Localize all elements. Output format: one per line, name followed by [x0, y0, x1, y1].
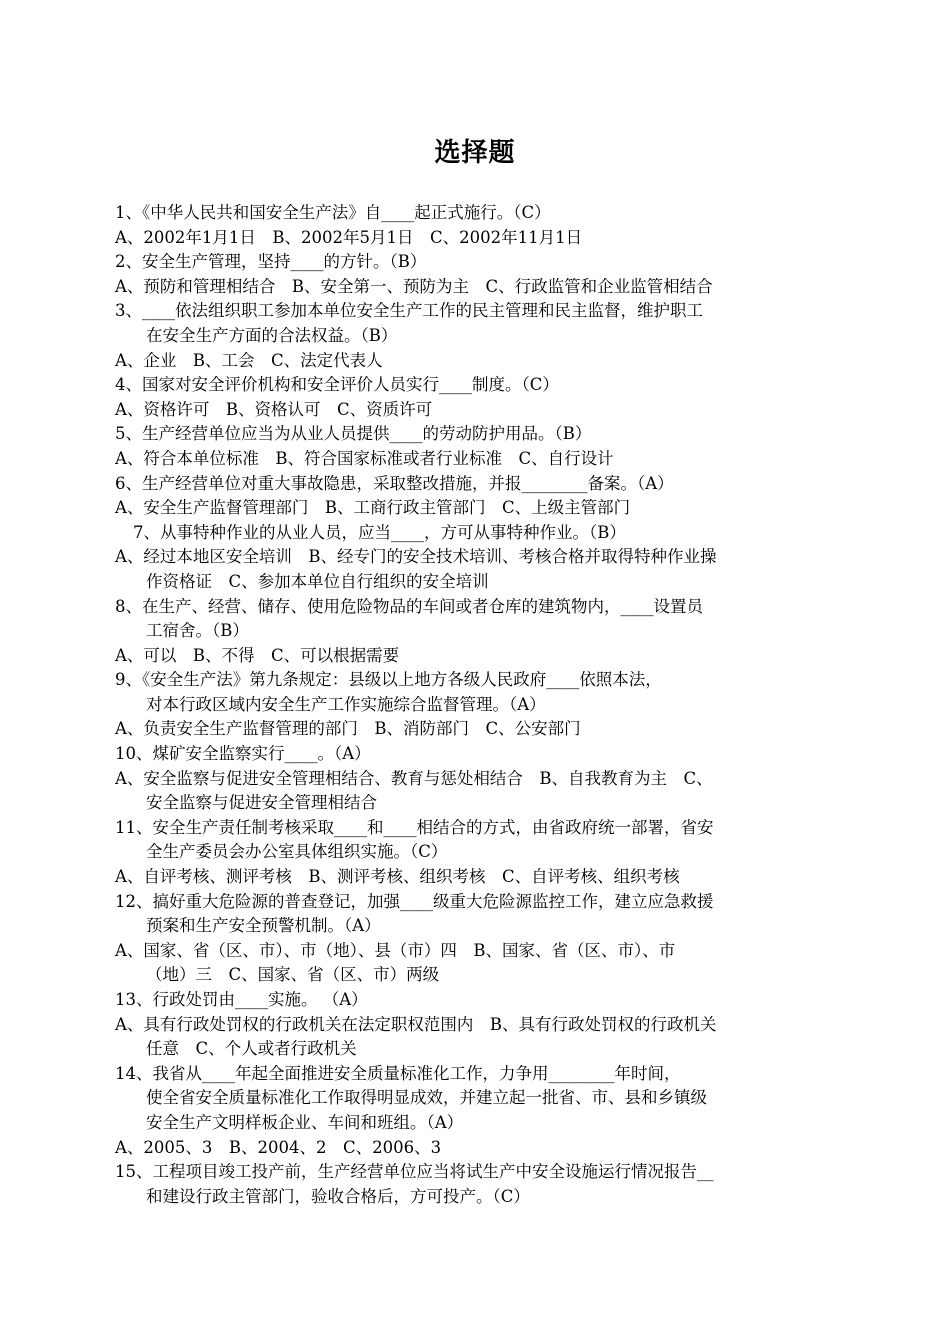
continuation-line: 使全省安全质量标准化工作取得明显成效，并建立起一批省、市、县和乡镇级 — [146, 1088, 707, 1108]
continuation-line: 任意 C、个人或者行政机关 — [146, 1039, 357, 1059]
question-line: 3、____依法组织职工参加本单位安全生产工作的民主管理和民主监督，维护职工 — [115, 301, 703, 321]
answer-options-line: A、负责安全生产监督管理的部门 B、消防部门 C、公安部门 — [115, 719, 581, 739]
answer-options-line: A、国家、省（区、市）、市（地）、县（市）四 B、国家、省（区、市）、市 — [115, 940, 676, 960]
question-line: 15、工程项目竣工投产前，生产经营单位应当将试生产中安全设施运行情况报告__ — [115, 1162, 714, 1182]
continuation-line: 全生产委员会办公室具体组织实施。（C） — [146, 842, 448, 862]
continuation-line: 在安全生产方面的合法权益。（B） — [146, 325, 398, 345]
answer-options-line: A、资格许可 B、资格认可 C、资质许可 — [115, 399, 433, 419]
answer-options-line: A、可以 B、不得 C、可以根据需要 — [115, 645, 400, 665]
question-line: 7、从事特种作业的从业人员，应当____，方可从事特种作业。（B） — [133, 522, 626, 542]
continuation-line: 作资格证 C、参加本单位自行组织的安全培训 — [146, 571, 489, 591]
answer-options-line: A、2002年1月1日 B、2002年5月1日 C、2002年11月1日 — [115, 227, 583, 247]
answer-options-line: A、安全生产监督管理部门 B、工商行政主管部门 C、上级主管部门 — [115, 498, 631, 518]
question-line: 14、我省从____年起全面推进安全质量标准化工作，力争用________年时间， — [115, 1063, 681, 1083]
question-line: 2、安全生产管理，坚持____的方针。（B） — [115, 252, 427, 272]
answer-options-line: A、企业 B、工会 C、法定代表人 — [115, 350, 383, 370]
page-title: 选择题 — [434, 138, 516, 168]
answer-options-line: A、经过本地区安全培训 B、经专门的安全技术培训、考核合格并取得特种作业操 — [115, 547, 717, 567]
question-line: 10、煤矿安全监察实行____。（A） — [115, 744, 371, 764]
question-line: 1、《中华人民共和国安全生产法》自____起正式施行。（C） — [115, 203, 551, 222]
question-line: 9、《安全生产法》第九条规定：县级以上地方各级人民政府____依照本法， — [115, 670, 662, 690]
continuation-line: 安全生产文明样板企业、车间和班组。（A） — [146, 1112, 464, 1132]
answer-options-line: A、2005、3 B、2004、2 C、2006、3 — [115, 1137, 442, 1157]
question-line: 12、搞好重大危险源的普查登记，加强____级重大危险源监控工作，建立应急救援 — [115, 891, 714, 911]
question-line: 5、生产经营单位应当为从业人员提供____的劳动防护用品。（B） — [115, 424, 592, 444]
continuation-line: 预案和生产安全预警机制。（A） — [146, 916, 381, 936]
question-line: 11、安全生产责任制考核采取____和____相结合的方式，由省政府统一部署，省安 — [115, 817, 714, 837]
question-line: 4、国家对安全评价机构和安全评价人员实行____制度。（C） — [115, 375, 559, 395]
continuation-line: （地）三 C、国家、省（区、市）两级 — [146, 965, 440, 985]
question-line: 6、生产经营单位对重大事故隐患，采取整改措施，并报________备案。（A） — [115, 473, 674, 493]
question-line: 13、行政处罚由____实施。 （A） — [115, 990, 368, 1009]
continuation-line: 工宿舍。（B） — [146, 621, 249, 641]
answer-options-line: A、安全监察与促进安全管理相结合、教育与惩处相结合 B、自我教育为主 C、 — [115, 768, 713, 788]
answer-options-line: A、具有行政处罚权的行政机关在法定职权范围内 B、具有行政处罚权的行政机关 — [115, 1014, 717, 1034]
answer-options-line: A、预防和管理相结合 B、安全第一、预防为主 C、行政监管和企业监管相结合 — [115, 276, 713, 296]
question-line: 8、在生产、经营、储存、使用危险物品的车间或者仓库的建筑物内，____设置员 — [115, 596, 703, 616]
continuation-line: 对本行政区域内安全生产工作实施综合监督管理。（A） — [146, 694, 546, 714]
continuation-line: 安全监察与促进安全管理相结合 — [146, 793, 377, 813]
question-list — [115, 201, 815, 1209]
answer-options-line: A、符合本单位标准 B、符合国家标准或者行业标准 C、自行设计 — [115, 448, 614, 468]
answer-options-line: A、自评考核、测评考核 B、测评考核、组织考核 C、自评考核、组织考核 — [115, 867, 680, 887]
continuation-line: 和建设行政主管部门，验收合格后，方可投产。（C） — [146, 1186, 530, 1206]
